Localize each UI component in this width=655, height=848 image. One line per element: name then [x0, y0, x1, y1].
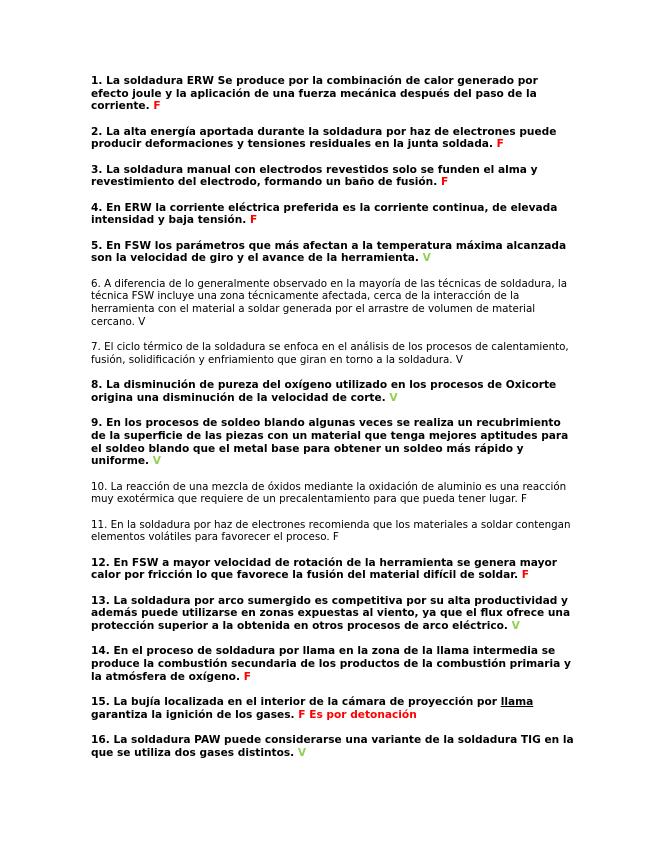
false-mark: F: [521, 569, 529, 582]
statement-text: 1. La soldadura ERW Se produce por la combinación de calor generado por efecto joule y la aplicación de una fuerza mecánica después del paso de la corriente.: [91, 75, 538, 113]
true-mark: V: [389, 391, 398, 404]
statement-text: 6. A diferencia de lo generalmente observado en la mayoría de las técnicas de soldadura, la técnica FSW incluye una zona técnicamente afectada, cerca de la interacción de la herramienta con el material a soldar generada por el arrastre de volumen de material cercano.: [91, 277, 568, 328]
true-mark: V: [511, 619, 520, 632]
true-mark: V: [138, 315, 146, 328]
statement-10: [91, 481, 576, 506]
false-mark: F: [243, 670, 251, 683]
false-mark: F: [298, 708, 306, 721]
document-page: [91, 75, 576, 772]
false-mark: F: [332, 531, 339, 544]
false-mark: F: [440, 176, 449, 189]
statement-text: 10. La reacción de una mezcla de óxidos mediante la oxidación de aluminio es una reacción muy exotérmica que requiere de un precalentamiento para que pueda tener lugar.: [91, 480, 567, 506]
statement-15: [91, 696, 576, 721]
statement-7: [91, 341, 576, 366]
statement-12: [91, 557, 576, 582]
statement-3: [91, 164, 576, 189]
statement-text: 9. En los procesos de soldeo blando algunas veces se realiza un recubrimiento de la superficie de las piezas con un material que tenga mejores aptitudes para el soldeo blando que el metal base para obtener un soldeo más rápido y uniforme.: [91, 417, 569, 468]
statement-text: 12. En FSW a mayor velocidad de rotación de la herramienta se genera mayor calor por fricción lo que favorece la fusión del material difícil de soldar.: [91, 556, 558, 582]
statement-4: [91, 202, 576, 227]
true-mark: V: [152, 455, 161, 468]
statement-text: 2. La alta energía aportada durante la soldadura por haz de electrones puede producir deformaciones y tensiones residuales en la junta soldada.: [91, 125, 557, 151]
statement-text: 5. En FSW los parámetros que más afectan a la temperatura máxima alcanzada son la velocidad de giro y el avance de la herramienta.: [91, 239, 567, 265]
statement-text: 3. La soldadura manual con electrodos revestidos solo se funden el alma y revestimiento del electrodo, formando un baño de fusión.: [91, 163, 538, 189]
statement-13: [91, 595, 576, 633]
statement-text: 4. En ERW la corriente eléctrica preferida es la corriente continua, de elevada intensidad y baja tensión.: [91, 201, 558, 227]
statement-16: [91, 734, 576, 759]
statement-text: 13. La soldadura por arco sumergido es competitiva por su alta productividad y además puede utilizarse en zonas expuestas al viento, ya que el flux ofrece una protección superior a la obtenida en otros procesos de arco eléctrico.: [91, 594, 571, 632]
statement-2: [91, 126, 576, 151]
statement-text: 8. La disminución de pureza del oxígeno utilizado en los procesos de Oxicorte origina una disminución de la velocidad de corte.: [91, 379, 557, 404]
statement-11: [91, 519, 576, 544]
correction-note: Es por detonación: [309, 708, 417, 721]
statement-6: [91, 278, 576, 329]
true-mark: V: [455, 353, 463, 366]
statement-text-before: 15. La bujía localizada en el interior de la cámara de proyección por: [91, 695, 501, 708]
false-mark: F: [249, 214, 258, 227]
statement-9: [91, 417, 576, 468]
statement-text-after: garantiza la ignición de los gases.: [91, 708, 295, 721]
true-mark: V: [297, 746, 307, 759]
statement-text: 14. En el proceso de soldadura por llama en la zona de la llama intermedia se produce la combustión secundaria de los productos de la combustión primaria y la atmósfera de oxígeno.: [91, 645, 571, 683]
statement-text: 7. El ciclo térmico de la soldadura se enfoca en el análisis de los procesos de calentamiento, fusión, solidificación y enfriamiento que giran en torno a la soldadura.: [91, 341, 569, 366]
statement-5: [91, 240, 576, 265]
statement-1: [91, 75, 576, 113]
underlined-word: llama: [500, 695, 534, 708]
statement-text: 16. La soldadura PAW puede considerarse una variante de la soldadura TIG en la que se utiliza dos gases distintos.: [91, 733, 574, 759]
true-mark: V: [422, 252, 431, 265]
false-mark: F: [521, 493, 527, 506]
statement-8: [91, 379, 576, 404]
statement-14: [91, 645, 576, 683]
statement-text: 11. En la soldadura por haz de electrones recomienda que los materiales a soldar contengan elementos volátiles para favorecer el proceso.: [91, 518, 571, 544]
false-mark: F: [496, 138, 504, 151]
false-mark: F: [153, 100, 161, 113]
